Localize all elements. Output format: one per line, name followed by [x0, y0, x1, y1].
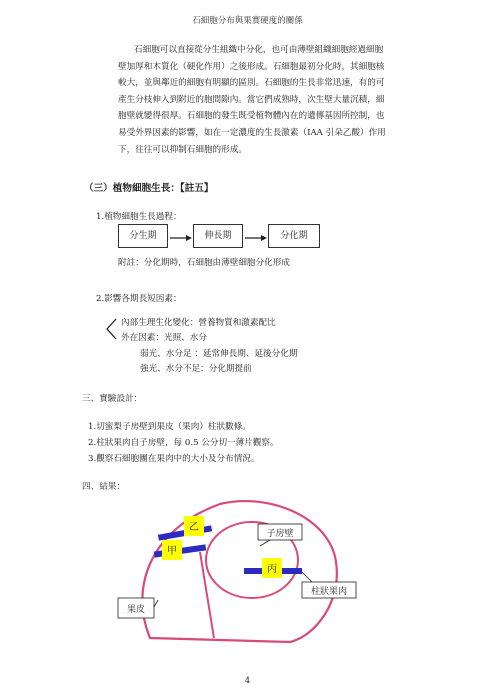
- page-number: 4: [244, 676, 251, 686]
- influencing-factors-title: 2.影響各期長短因素：: [96, 294, 182, 304]
- leader-columnar-flesh: [302, 572, 312, 582]
- paragraph-line: 下，往往可以抑制石細胞的形成。: [118, 144, 247, 155]
- arrow-right-icon: [245, 229, 267, 248]
- intro-paragraph: [118, 42, 453, 158]
- experiment-step: 2.柱狀果肉自子房壁，每 0.5 公分切一薄片觀察。: [88, 438, 279, 448]
- paragraph-line: 易受外界因素的影響，如在一定濃度的生長激素（IAA 引朵乙酸）作用: [118, 127, 386, 138]
- factor-internal: 內部生理生化變化：營養物質和激素配比: [121, 318, 276, 328]
- growth-process-title: 1.植物細胞生長過程：: [96, 212, 182, 222]
- stage-box-elongation: 伸長期: [193, 224, 243, 248]
- page-header-title: 石細胞分布與果實硬度的關係: [192, 16, 303, 26]
- marker-yi: 乙: [189, 522, 199, 533]
- marker-jia: 甲: [167, 546, 177, 557]
- paragraph-line: 石細胞可以直接從分生組織中分化，也可由薄壁組織細胞經過細胞: [134, 45, 384, 55]
- paragraph-line: 壁加厚和木質化（硬化作用）之後形成。石細胞最初分化時，其細胞核: [118, 61, 385, 72]
- leader-ovary-wall: [260, 540, 270, 546]
- results-heading: 四、結果：: [82, 482, 125, 492]
- label-peel: 果皮: [126, 605, 146, 615]
- condition-strong-light: 強光、水分不足：分化期提前: [140, 364, 252, 374]
- experiment-heading: 三、實驗設計：: [82, 394, 143, 404]
- stage-box-meristem: 分生期: [118, 224, 168, 248]
- paragraph-line: 較大，並與鄰近的細胞有明顯的區別。石細胞的生長非常迅速，有的可: [118, 78, 385, 89]
- fruit-outline: [142, 501, 336, 642]
- section-heading-plant-cell-growth: （三）植物細胞生長：【註五】: [84, 183, 214, 194]
- experiment-step: 3.觀察石細胞團在果肉中的大小及分布情況。: [88, 454, 260, 464]
- condition-weak-light: 弱光、水分足 ：延常伸長期、延後分化期: [140, 349, 298, 359]
- paragraph-line: 胞壁就變得很厚。石細胞的發生既受植物體內在的遺傳基因所控制，也: [118, 111, 385, 122]
- label-columnar-flesh: 柱狀果肉: [310, 587, 348, 597]
- paragraph-line: 產生分枝伸入到附近的胞間隙內。當它們成熟時，次生壁大量沉積，細: [118, 94, 385, 105]
- left-bracket-icon: [104, 317, 118, 345]
- growth-process-note: 附註：分化期時，石細胞由薄壁細胞分化形成: [118, 258, 290, 268]
- stage-box-differentiation: 分化期: [268, 224, 320, 248]
- arrow-right-icon: [170, 229, 192, 248]
- experiment-step: 1.切蜜梨子房壁到果皮（果肉）柱狀數條。: [88, 422, 251, 432]
- marker-bing: 丙: [267, 564, 277, 575]
- factor-external: 外在因素：光照、水分: [121, 333, 207, 343]
- pear-cross-section-diagram: [110, 490, 370, 660]
- label-ovary-wall: 子房壁: [266, 529, 294, 539]
